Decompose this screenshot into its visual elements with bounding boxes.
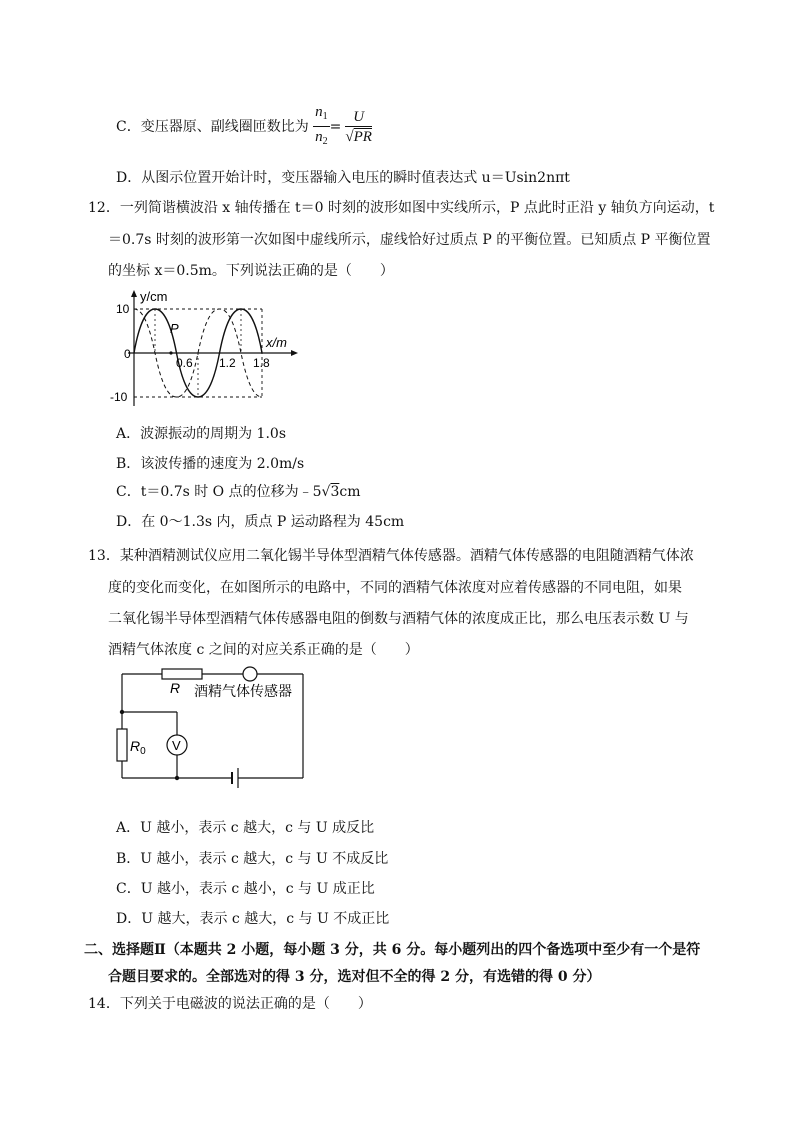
q11-frac2-num: U [345,108,372,127]
y-axis-arrow [131,290,137,297]
x-tick-label: 1.8 [253,356,270,370]
q13-stem-line-1: 13．某种酒精测试仪应用二氧化锡半导体型酒精气体传感器。酒精气体传感器的电阻随酒精气体浓 [88,548,694,564]
y-tick-zero: 0 [124,347,131,361]
q12-option-c-prefix: C．t＝0.7s 时 O 点的位移为﹣5 [116,484,322,500]
q12-option-d: D．在 0～1.3s 内，质点 P 运动路程为 45cm [116,514,405,530]
q13-option-c: C．U 越小，表示 c 越小，c 与 U 成正比 [116,881,375,897]
y-axis-label: y/cm [140,289,168,304]
q11-option-d: D．从图示位置开始计时，变压器输入电压的瞬时值表达式 u＝Usin2nπt [116,170,570,186]
sensor-label: 酒精气体传感器 [194,683,292,699]
q11-ratio-fraction [313,103,330,152]
q13-circuit-diagram [110,662,310,792]
point-p-label: P [170,321,179,336]
q11-frac-den-sub: 2 [322,135,328,147]
x-axis-arrow [291,350,298,356]
q11-option-c [116,102,372,152]
x-tick-label: 1.2 [219,356,236,370]
q11-frac2-radicand: PR [353,128,372,145]
q12-stem-line-1: 12．一列简谐横波沿 x 轴传播在 t＝0 时刻的波形如图中实线所示，P 点此时正沿 y 轴负方向运动，t [88,200,715,216]
q12-stem-line-2: ＝0.7s 时刻的波形第一次如图中虚线所示，虚线恰好过质点 P 的平衡位置。已知质点 P 平衡位置 [108,232,711,248]
q11-frac2-radical: √ [345,128,354,145]
resistor-r [162,669,202,679]
q12-option-c-unit: cm [339,484,361,500]
y-tick-top: 10 [116,302,130,316]
x-axis-label: x/m [266,335,287,350]
section-2-heading-line-2: 合题目要求的。全部选对的得 3 分，选对但不全的得 2 分，有选错的得 0 分） [108,969,601,985]
point-p-marker [169,351,172,354]
q11-frac-den: n [315,128,323,145]
resistor-r0-label [130,738,146,757]
section-2-heading-line-1: 二、选择题Ⅱ（本题共 2 小题，每小题 3 分，共 6 分。每小题列出的四个备选项中至少有一个是符 [84,942,701,958]
q12-option-c-radical: √ [321,484,331,500]
q12-option-b: B．该波传播的速度为 2.0m/s [116,456,305,472]
q13-option-a: A．U 越小，表示 c 越大，c 与 U 成反比 [116,820,375,836]
voltmeter-label: V [172,738,181,753]
q11-frac-num-sub: 1 [322,110,328,122]
r0-sub: 0 [140,746,146,757]
q12-option-c [116,482,361,502]
x-tick-label: 0.6 [176,356,193,370]
r0-main: R [130,738,141,754]
q13-option-d: D．U 越大，表示 c 越大，c 与 U 不成正比 [116,911,390,927]
alcohol-sensor [243,667,257,681]
resistor-r0 [117,729,127,761]
q13-stem-line-3: 二氧化锡半导体型酒精气体传感器电阻的倒数与酒精气体的浓度成正比，那么电压表示数 U 与 [108,611,689,627]
q11-frac-num: n [315,103,323,120]
resistor-r-label: R [170,680,181,696]
q14-stem: 14．下列关于电磁波的说法正确的是（ ） [88,996,372,1012]
q13-stem-line-4: 酒精气体浓度 c 之间的对应关系正确的是（ ） [108,642,419,658]
q12-option-c-radicand: 3 [330,484,340,500]
q11-voltage-fraction [345,108,372,147]
junction-dot [175,776,179,780]
q11-equals: = [329,119,342,135]
y-tick-bottom: -10 [110,390,128,404]
q11-option-c-prefix: C．变压器原、副线圈匝数比为 [116,119,309,135]
q13-stem-line-2: 度的变化而变化，在如图所示的电路中，不同的酒精气体浓度对应着传感器的不同电阻，如果 [108,580,682,596]
q12-option-a: A．波源振动的周期为 1.0s [116,426,287,442]
q12-wave-graph [108,288,308,410]
q12-stem-line-3: 的坐标 x＝0.5m。下列说法正确的是（ ） [108,263,394,279]
q13-option-b: B．U 越小，表示 c 越大，c 与 U 不成反比 [116,851,389,867]
